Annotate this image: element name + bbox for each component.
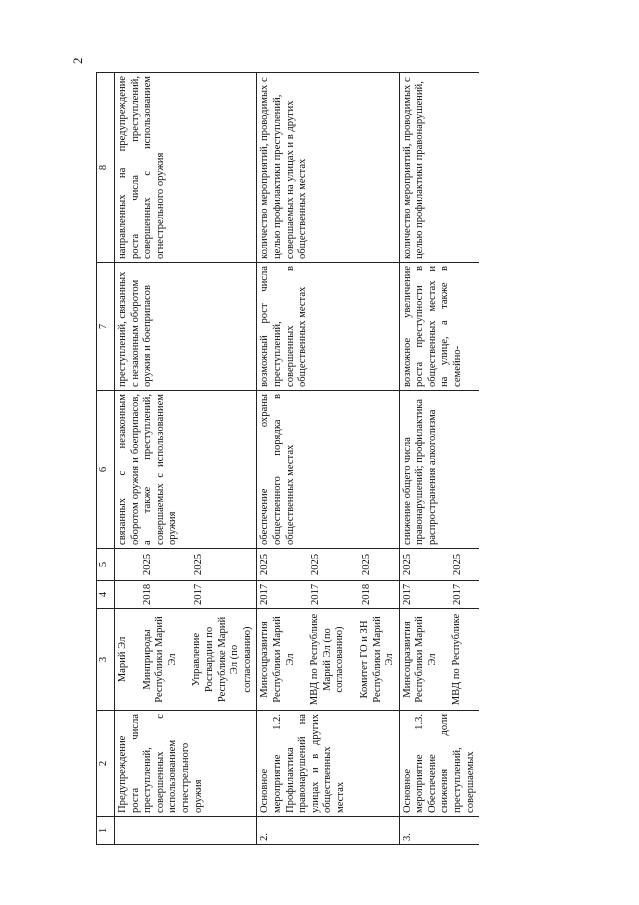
row-number: 3. xyxy=(399,817,479,845)
page-number: 2 xyxy=(70,57,85,64)
executor-name: Минсоцразвития Республики Марий Эл xyxy=(401,616,438,703)
executors-cell xyxy=(115,609,257,711)
end-year: 2025 xyxy=(192,553,204,576)
indicator-cell: количество мероприятий, проводимых с целью профилактики преступлений, совершаемых на улицах и в других общественных местах xyxy=(257,73,399,263)
executor-name: Минсоцразвития Республики Марий Эл xyxy=(259,616,296,703)
executor-name: Минприроды Республики Марий Эл xyxy=(141,616,178,703)
column-header: 3 xyxy=(97,609,115,711)
executor-name: Комитет ГО и ЗН Республики Марий Эл xyxy=(358,616,396,703)
measure-cell: Предупреждение роста числа преступлений, совершенных с использованием огнестрельного оружия xyxy=(115,711,257,817)
row-number xyxy=(115,817,257,845)
consequences-cell: возможный рост числа преступлений, совершенных в общественных местах xyxy=(257,263,399,391)
table-header-row xyxy=(97,73,115,845)
result-cell: снижение общего числа правонарушений; профилактика распространения алкоголизма xyxy=(399,391,479,549)
consequences-cell: преступлений, связанных с незаконным оборотом оружия и боеприпасов xyxy=(115,263,257,391)
document-table-sheet xyxy=(96,73,636,845)
indicator-cell: количество мероприятий, проводимых с целью профилактики правонарушений, xyxy=(399,73,479,263)
start-year: 2018 xyxy=(142,583,153,605)
start-year: 2017 xyxy=(452,583,464,605)
column-header: 7 xyxy=(97,263,115,391)
column-header: 6 xyxy=(97,391,115,549)
executor-name: Марий Эл xyxy=(117,636,128,683)
column-header: 1 xyxy=(97,817,115,845)
result-cell: обеспечение охраны общественного порядка в общественных местах xyxy=(257,391,399,549)
table-row xyxy=(257,73,399,845)
start-year: 2017 xyxy=(192,583,204,605)
end-year: 2025 xyxy=(401,553,413,576)
column-header: 8 xyxy=(97,73,115,263)
end-year: 2025 xyxy=(452,553,464,576)
row-number: 2. xyxy=(257,817,399,845)
result-cell: связанных с незаконным оборотом оружия и боеприпасов, а также преступлений, совершаемых с использованием оружия xyxy=(115,391,257,549)
end-year-cell xyxy=(115,549,257,581)
end-year: 2025 xyxy=(309,553,321,576)
indicator-cell: направленных на предупреждение роста числа преступлений, совершенных с использованием огнестрельного оружия xyxy=(115,73,257,263)
start-year-cell xyxy=(399,581,479,609)
consequences-cell: возможное увеличение роста преступности в общественных местах и на улице, а также в семейно- xyxy=(399,263,479,391)
start-year: 2017 xyxy=(309,583,321,605)
table-row xyxy=(115,73,257,845)
start-year-cell xyxy=(115,581,257,609)
column-header: 5 xyxy=(97,549,115,581)
start-year-cell xyxy=(257,581,399,609)
start-year: 2018 xyxy=(360,583,372,605)
column-header: 2 xyxy=(97,711,115,817)
column-header: 4 xyxy=(97,581,115,609)
executors-cell xyxy=(399,609,479,711)
measure-cell: Основное мероприятие 1.2. Профилактика правонарушений на улицах и в других общественных местах xyxy=(257,711,399,817)
measure-cell: Основное мероприятие 1.3. Обеспечение снижения доли преступлений, совершаемых xyxy=(399,711,479,817)
executors-cell xyxy=(257,609,399,711)
executor-name: Управление Росгвардии по Республике Марий Эл (по согласованию) xyxy=(191,616,253,703)
end-year: 2025 xyxy=(142,553,153,576)
executor-name: МВД по Республике Марий Эл (по согласованию) xyxy=(309,613,346,706)
end-year-cell xyxy=(257,549,399,581)
start-year: 2017 xyxy=(401,583,413,605)
end-year: 2025 xyxy=(259,553,271,576)
executor-name: МВД по Республике xyxy=(451,613,463,706)
table-row xyxy=(399,73,479,845)
end-year: 2025 xyxy=(360,553,372,576)
end-year-cell xyxy=(399,549,479,581)
program-measures-table xyxy=(96,72,479,845)
start-year: 2017 xyxy=(259,583,271,605)
